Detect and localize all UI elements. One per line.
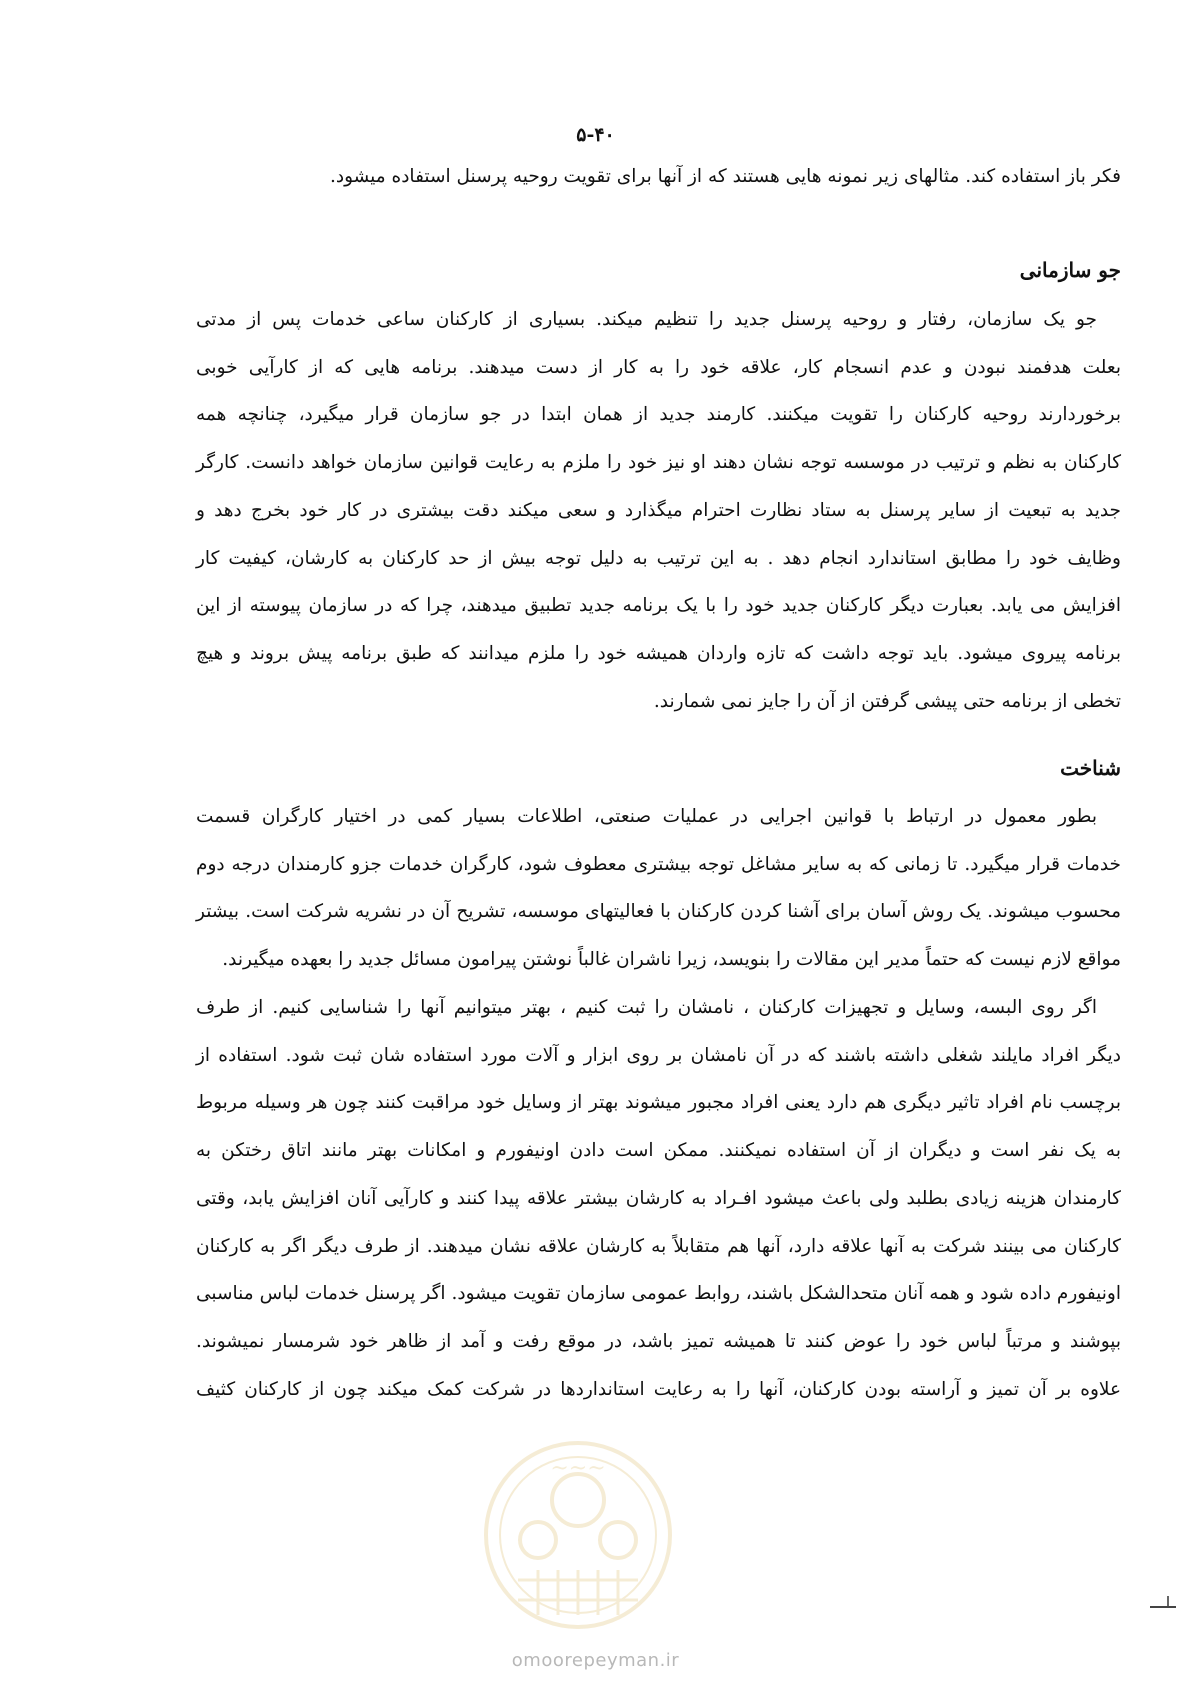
section1-paragraph (196, 296, 1121, 725)
paragraph-line: محسوب میشوند. یک روش آسان برای آشنا کردن کارکنان با فعالیتهای موسسه، تشریح آن در نشریه شرکت است. بیشتر (196, 901, 1121, 923)
paragraph-line: افزایش می یابد. بعبارت دیگر کارکنان جدید خود را با یک برنامه جدید تطبیق میدهند، چرا که در سازمان پیوسته از این (196, 595, 1121, 617)
paragraph-line: کارکنان می بینند شرکت به آنها علاقه دارد، آنها هم متقابلاً به کارشان علاقه نشان میدهند. از طرف دیگر اگر به کارکنان (196, 1235, 1121, 1257)
intro-text (196, 153, 1121, 201)
paragraph-line: بعلت هدفمند نبودن و عدم انسجام کار، علاقه خود را به کار از دست میدهند. برنامه هایی که از کارآیی خوبی (196, 356, 1121, 378)
paragraph-line: جو یک سازمان، رفتار و روحیه پرسنل جدید را تنظیم میکند. بسیاری از کارکنان ساعی خدمات پس از مدتی (196, 309, 1097, 330)
margin-tick (1167, 1596, 1169, 1606)
svg-text:~~~: ~~~ (550, 1456, 606, 1481)
paragraph-line: خدمات قرار میگیرد. تا زمانی که به سایر مشاغل توجه بیشتری معطوف شود، کارگران خدمات جزو کارمندان درجه دوم (196, 853, 1121, 875)
page-number: ۵-۴۰ (576, 124, 615, 146)
paragraph-line: تخطی از برنامه حتی پیشی گرفتن از آن را جایز نمی شمارند. (653, 690, 1121, 712)
paragraph-line: برچسب نام افراد تاثیر دیگری هم دارد یعنی افراد مجبور میشوند بهتر از وسایل خود مراقبت کنند چون هر وسیله مربوط (196, 1092, 1121, 1114)
paragraph-line: کارمندان هزینه زیادی بطلبد ولی باعث میشود افـراد به کارشان بیشتر علاقه پیدا کنند و کارآیی آنان افزایش یابد، وقتی (196, 1187, 1121, 1209)
section-heading-recognition: شناخت (1060, 756, 1121, 780)
paragraph-line: اگر روی البسه، وسایل و تجهیزات کارکنان ، نامشان را ثبت کنیم ، بهتر میتوانیم آنها را شناسایی کنیم. از طرف (196, 997, 1097, 1018)
paragraph-line: به یک نفر است و دیگران از آن استفاده نمیکنند. ممکن است دادن اونیفورم و امکانات بهتر مانند اتاق رختکن به (196, 1140, 1121, 1162)
paragraph-line: مواقع لازم نیست که حتماً مدیر این مقالات را بنویسد، زیرا ناشران غالباً نوشتن پیرامون مسائل جدید را بعهده میگیرند. (222, 949, 1121, 971)
paragraph-line: برنامه پیروی میشود. باید توجه داشت که تازه واردان همیشه خود را ملزم میدانند که طبق برنامه پیش بروند و هیچ (196, 642, 1121, 664)
paragraph-line: علاوه بر آن تمیز و آراسته بودن کارکنان، آنها را به رعایت استانداردها در شرکت کمک میکند چون از کارکنان کثیف (196, 1378, 1121, 1400)
paragraph-line: دیگر افراد مایلند شغلی داشته باشند که در آن نامشان بر روی ابزار و آلات مورد استفاده شان ثبت شود. استفاده از (196, 1044, 1121, 1066)
paragraph-line: کارکنان به نظم و ترتیب در موسسه توجه نشان دهند او نیز خود را ملزم به رعایت قوانین سازمان خواهد دانست. کارگر (196, 452, 1121, 474)
watermark-seal-icon (478, 1430, 678, 1640)
intro-line: فکر باز استفاده کند. مثالهای زیر نمونه هایی هستند که از آنها برای تقویت روحیه پرسنل استفاده میشود. (329, 166, 1121, 187)
section2-paragraph-1 (196, 793, 1121, 984)
watermark-url: omoorepeyman.ir (511, 1650, 680, 1671)
section-heading-organizational-climate: جو سازمانی (1019, 258, 1121, 282)
margin-mark (1150, 1606, 1176, 1608)
paragraph-line: بطور معمول در ارتباط با قوانین اجرایی در عملیات صنعتی، اطلاعات بسیار کمی در اختیار کارگران قسمت (196, 806, 1097, 827)
paragraph-line: وظایف خود را مطابق استاندارد انجام دهد . به این ترتیب به دلیل توجه بیش از حد کارکنان به کارشان، کیفیت کار (196, 547, 1121, 569)
paragraph-line: بپوشند و مرتباً لباس خود را عوض کنند تا همیشه تمیز باشد، در موقع رفت و آمد از ظاهر خود شرمسار نمیشوند. (196, 1330, 1121, 1352)
paragraph-line: برخوردارند روحیه کارکنان را تقویت میکنند. کارمند جدید از همان ابتدا در جو سازمان قرار میگیرد، چنانچه همه (196, 404, 1121, 426)
paragraph-line: جدید به تبعیت از سایر پرسنل به ستاد نظارت احترام میگذارد و سعی میکند دقت بیشتری در کار خود بخرج دهد و (196, 499, 1121, 521)
section2-paragraph-2 (196, 984, 1121, 1413)
paragraph-line: اونیفورم داده شود و همه آنان متحدالشکل باشند، روابط عمومی سازمان تقویت میشود. اگر پرسنل خدمات لباس مناسبی (196, 1283, 1121, 1305)
